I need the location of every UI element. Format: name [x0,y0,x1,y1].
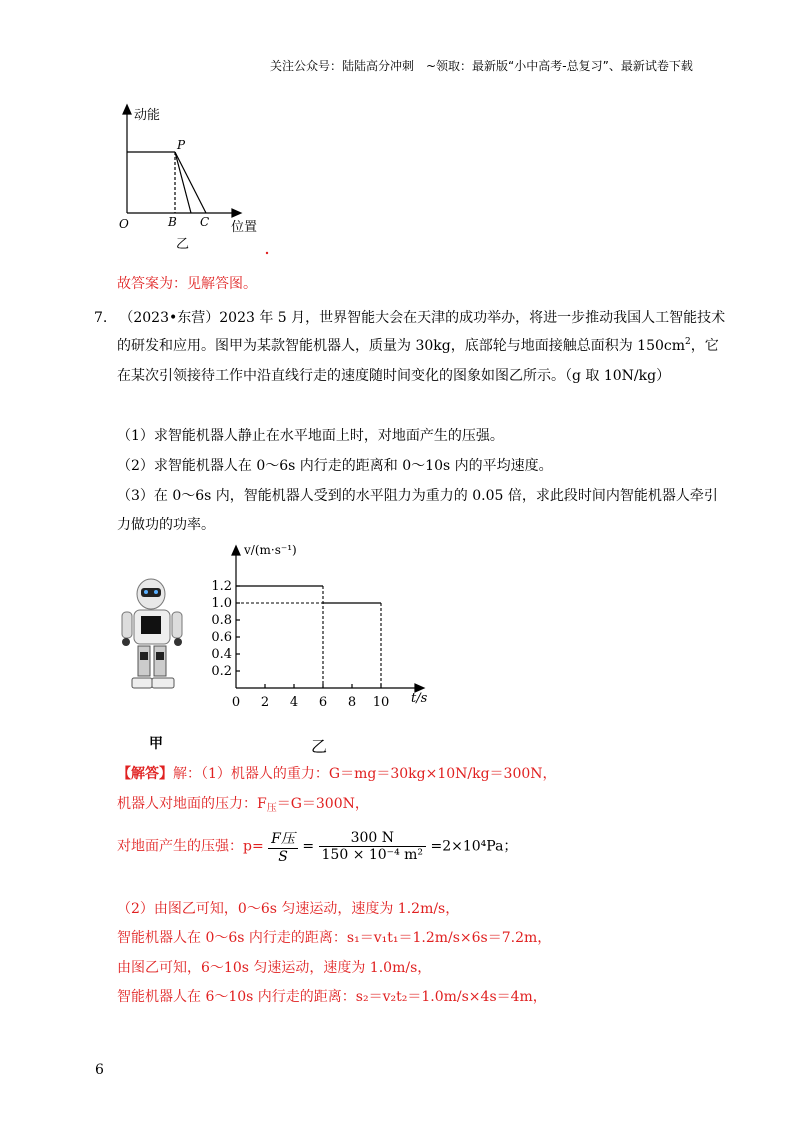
x-axis-label: t/s [411,691,428,706]
question-source: （2023•东营） [119,310,220,326]
y-tick-label: 1.0 [211,596,232,611]
question-part-3-line1: （3）在 0～6s 内，智能机器人受到的水平阻力为重力的 0.05 倍，求此段时间内智能机器人牵引 [117,488,718,504]
point-c-label: C [200,215,210,229]
page-header: 关注公众号：陆陆高分冲刺 ~领取：最新版“小中高考-总复习”、最新试卷下载 [270,59,693,73]
velocity-time-chart [200,538,440,718]
red-dot [266,252,268,254]
solution-line-7: 智能机器人在 6～10s 内行走的距离：s₂＝v₂t₂＝1.0m/s×4s＝4m， [117,989,547,1005]
y-axis-arrow [123,105,131,114]
y-tick-label: 0.4 [211,647,232,662]
solution-tag: 【解答】 [117,766,173,782]
question-part-1: （1）求智能机器人静止在水平地面上时，对地面产生的压强。 [117,428,504,444]
robot-figure [110,570,190,700]
pressure-fraction-2: $\frac{300 N}{\text{150 × 10⁻⁴ m²}}$ [319,830,427,863]
solution-line-2: 机器人对地面的压力：$F_压=G=300N$， [117,796,369,814]
y-tick-label: 0.2 [211,664,232,679]
y-axis-label: v/(m·s⁻¹) [244,543,297,557]
x-tick-label: 2 [260,695,270,710]
y-tick-label: 1.2 [211,579,232,594]
solution-line-5: 智能机器人在 0～6s 内行走的距离：s₁＝v₁t₁＝1.2m/s×6s＝7.2m， [117,930,552,946]
figure-caption: 乙 [176,237,190,252]
solution-line-3: 对地面产生的压强：p= $\frac{\text{F压}}{S}$ = $\frac{300 N}{\text{150 × 10⁻⁴ m²}}$ =2×10⁴Pa； [117,830,518,865]
question-7-line1 [94,307,725,327]
solution-line-4: （2）由图乙可知，0～6s 匀速运动，速度为 1.2m/s， [117,901,460,917]
y-axis-label: 动能 [134,108,161,123]
question-text-1: 2023 年 5 月，世界智能大会在天津的成功举办，将进一步推动我国人工智能技术 [219,310,726,326]
line-to-b [175,152,191,213]
point-p-label: P [177,138,186,152]
x-tick-label: 6 [318,695,328,710]
origin-label: O [119,217,129,231]
y-tick-label: 0.6 [211,630,232,645]
x-axis-arrow [232,209,241,217]
x-tick-label: 0 [231,695,241,710]
solution-line-1: 【解答】解：（1）机器人的重力：G＝mg＝30kg×10N/kg＝300N， [117,766,557,782]
question-7-line3: 在某次引领接待工作中沿直线行走的速度随时间变化的图象如图乙所示。（g 取 10N/kg） [117,368,671,384]
x-axis-label: 位置 [231,220,258,235]
robot-caption: 甲 [149,736,163,752]
chart-caption: 乙 [311,737,328,756]
y-axis-arrow [232,546,240,555]
x-tick-label: 4 [289,695,299,710]
pressure-fraction-1: $\frac{\text{F压}}{S}$ [268,828,298,865]
solution-line-6: 由图乙可知，6～10s 匀速运动，速度为 1.0m/s， [117,960,432,976]
x-tick-label: 8 [347,695,357,710]
robot-icon [122,579,182,688]
question-number: 7. [94,310,108,326]
y-tick-label: 0.8 [211,613,232,628]
x-tick-label: 10 [372,695,390,710]
prev-answer: 故答案为：见解答图。 [117,276,257,292]
page-number: 6 [95,1062,104,1078]
energy-position-figure [110,100,280,260]
point-b-label: B [168,215,177,229]
question-part-3-line2: 力做功的功率。 [117,517,215,533]
line-to-c [175,152,206,213]
question-7-line2: 的研发和应用。图甲为某款智能机器人，质量为 30kg，底部轮与地面接触总面积为 $150cm^2$，它 [117,337,719,354]
question-part-2: （2）求智能机器人在 0～6s 内行走的距离和 0～10s 内的平均速度。 [117,458,553,474]
